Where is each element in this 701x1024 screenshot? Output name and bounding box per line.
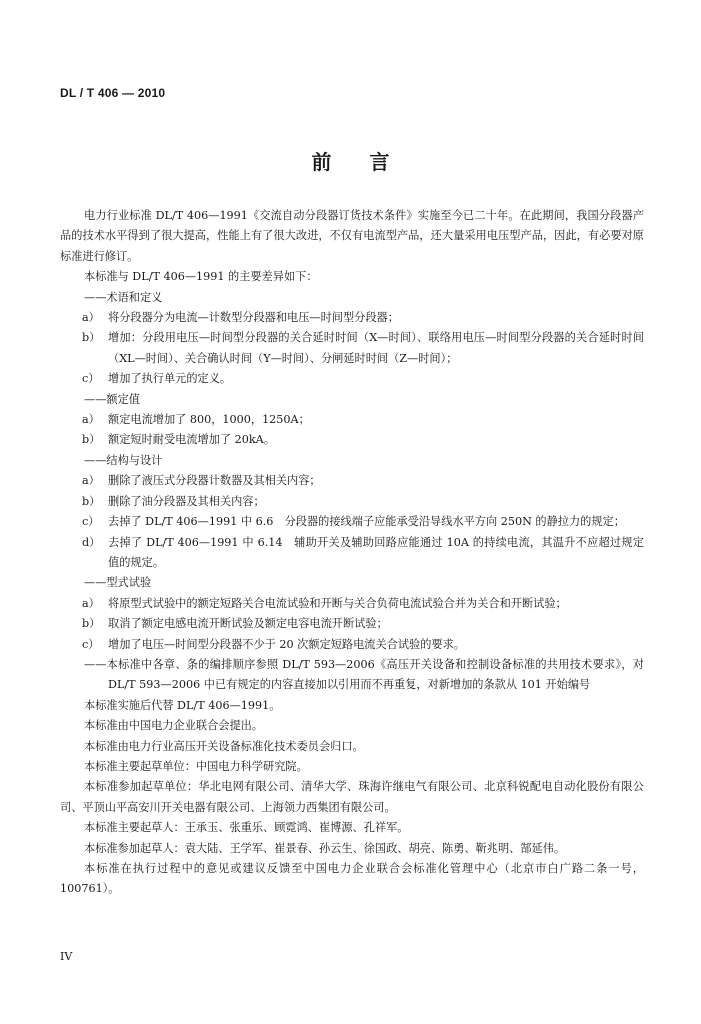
changes-intro: 本标准与 DL/T 406—1991 的主要差异如下： [84, 270, 318, 284]
list-item [60, 410, 644, 430]
list-text: 增加了电压—时间型分段器不少于 20 次额定短路电流关合试验的要求。 [108, 637, 465, 651]
section-heading-terms: ——术语和定义 [84, 290, 163, 304]
closing-paragraph: 本标准由电力行业高压开关设备标准化技术委员会归口。 [84, 739, 364, 753]
closing-paragraph: 本标准主要起草单位：中国电力科学研究院。 [84, 759, 308, 773]
document-body [60, 206, 644, 900]
list-text: 删除了液压式分段器计数器及其相关内容； [108, 474, 321, 488]
list-marker: a） [82, 474, 100, 488]
list-item [60, 635, 644, 655]
list-marker: b） [82, 617, 101, 631]
closing-paragraph: 本标准由中国电力企业联合会提出。 [84, 719, 264, 733]
list-marker: a） [82, 596, 100, 610]
list-item [60, 328, 644, 369]
list-item [60, 512, 644, 532]
document-code-header: DL / T 406 — 2010 [60, 86, 166, 100]
closing-paragraph: 本标准参加起草人：袁大陆、王学军、崔景春、孙云生、徐国政、胡亮、陈勇、靳兆明、郜延伟。 [84, 841, 566, 855]
closing-paragraph: 本标准主要起草人：王承玉、张重乐、顾霓鸿、崔博源、孔祥军。 [84, 821, 409, 835]
list-text: 去掉了 DL/T 406—1991 中 6.14 辅助开关及辅助回路应能通过 10A 的持续电流，其温升不应超过规定值的规定。 [108, 535, 644, 569]
list-text: 额定电流增加了 800，1000，1250A； [108, 413, 310, 427]
list-marker: c） [82, 372, 100, 386]
page-title: 前言 [311, 150, 428, 174]
list-marker: c） [82, 637, 100, 651]
list-item [60, 594, 644, 614]
page-number: IV [60, 950, 73, 963]
list-marker: b） [82, 494, 101, 508]
section-numbering-note: ——本标准中各章、条的编排顺序参照 DL/T 593—2006《高压开关设备和控制设备标准的共用技术要求》，对 DL/T 593—2006 中已有规定的内容直接加以引用而不再重复，对新增加的条款从 101 开始编号 [84, 657, 644, 692]
list-text: 将分段器分为电流—计数型分段器和电压—时间型分段器； [108, 311, 399, 325]
closing-paragraph: 本标准参加起草单位：华北电网有限公司、清华大学、珠海许继电气有限公司、北京科锐配电自动化股份有限公司、平顶山平高安川开关电器有限公司、上海领力西集团有限公司。 [60, 780, 644, 814]
list-text: 删除了油分段器及其相关内容； [108, 494, 265, 508]
list-item [60, 369, 644, 389]
list-item [60, 492, 644, 512]
section-heading-ratings: ——额定值 [84, 392, 140, 406]
list-item [60, 614, 644, 634]
intro-paragraph: 电力行业标准 DL/T 406—1991《交流自动分段器订货技术条件》实施至今已二十年。在此期间，我国分段器产品的技术水平得到了很大提高，性能上有了很大改进，不仅有电流型产品，还大量采用电压型产品，因此，有必要对原标准进行修订。 [60, 209, 644, 263]
list-item [60, 533, 644, 574]
list-text: 取消了额定电感电流开断试验及额定电容电流开断试验； [108, 617, 388, 631]
list-item [60, 430, 644, 450]
list-marker: b） [82, 331, 101, 345]
list-text: 增加：分段用电压—时间型分段器的关合延时时间（X—时间）、联络用电压—时间型分段器的关合延时时间（XL—时间）、关合确认时间（Y—时间）、分闸延时时间（Z—时间）； [108, 331, 644, 365]
list-marker: b） [82, 433, 101, 447]
list-text: 去掉了 DL/T 406—1991 中 6.6 分段器的接线端子应能承受沿导线水平方向 250N 的静拉力的规定； [108, 515, 625, 529]
list-item [60, 308, 644, 328]
list-item [60, 471, 644, 491]
section-heading-type-tests: ——型式试验 [84, 576, 152, 590]
section-heading-design: ——结构与设计 [84, 453, 163, 467]
closing-paragraph: 本标准在执行过程中的意见或建议反馈至中国电力企业联合会标准化管理中心（北京市白广路二条一号，100761）。 [60, 862, 644, 896]
list-marker: c） [82, 515, 100, 529]
closing-paragraph: 本标准实施后代替 DL/T 406—1991。 [84, 698, 281, 712]
list-text: 增加了执行单元的定义。 [108, 372, 232, 386]
list-marker: a） [82, 413, 100, 427]
list-marker: d） [82, 535, 101, 549]
list-text: 额定短时耐受电流增加了 20kA。 [108, 433, 275, 447]
list-marker: a） [82, 311, 100, 325]
list-text: 将原型式试验中的额定短路关合电流试验和开断与关合负荷电流试验合并为关合和开断试验； [108, 596, 567, 610]
